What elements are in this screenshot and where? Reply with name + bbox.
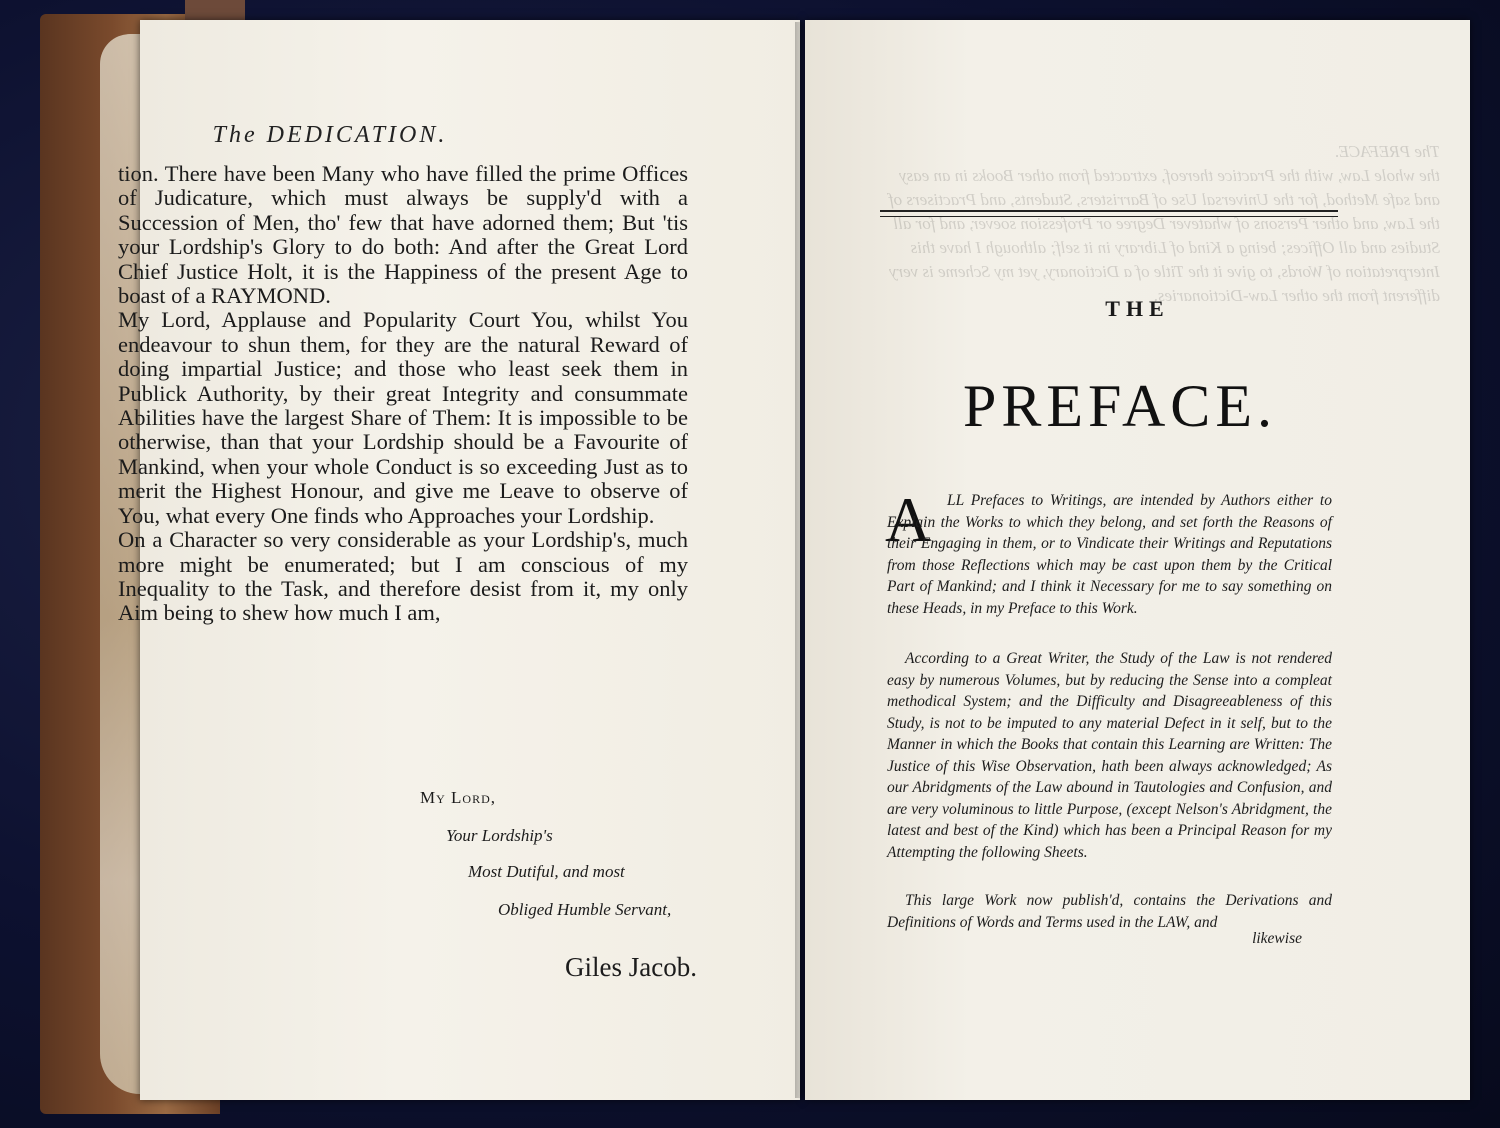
signature: Giles Jacob. [565, 952, 697, 982]
salutation: My Lord, [420, 788, 497, 807]
closing-line-1: Your Lordship's [446, 826, 553, 845]
preface-paragraph-2: According to a Great Writer, the Study of the Law is not rendered easy by numerous Volumes, but by reducing the Sense into a compleat methodical System; and the Difficulty and Disagreeableness of this Study, is not to be imputed to any material Defect in it self, but to the Manner in which the Books that contain this Learning are Written: The Justice of this Wise Observation, hath been always acknowledged; As our Abridgments of the Law abound in Tautologies and Confusion, and are very voluminous to little Purpose, (except Nelson's Abridgment, the latest and best of the Kind) which has been a Principal Reason for my Attempting the following Sheets. [887, 650, 1332, 861]
preface-title: PREFACE. [963, 373, 1277, 439]
top-rule-thin [880, 216, 1338, 217]
book-gutter [795, 22, 811, 1098]
dedication-text: tion. There have been Many who have filled the prime Offices of Judicature, which must always be supply'd with a Succession of Men, tho' few that have adorned them; But 'tis your Lordship's Glory to do both: And after the Great Lord Chief Justice Holt, it is the Happiness of the present Age to boast of a RAYMOND. My Lord, Applause and Popularity Court You, whilst You endeavour to shun them, for they are the natural Reward of doing impartial Justice; and those who least seek them in Publick Authority, by their great Integrity and consummate Abilities have the largest Share of Them: It is impossible to be otherwise, than that your Lordship should be a Favourite of Mankind, when your whole Conduct is so exceeding Just as to merit the Highest Honour, and give me Leave to observe of You, what every One finds who Approaches your Lordship. On a Character so very considerable as your Lordship's, much more might be enumerated; but I am conscious of my Inequality to the Task, and therefore desist from it, my only Aim being to shew how much I am, [118, 161, 688, 626]
preface-paragraph-1: LL Prefaces to Writings, are intended by Authors either to Explain the Works to which they belong, and set forth the Reasons of their Engaging in them, or to Vindicate their Writings and Reputations from those Reflections which may be cast upon them by the Critical Part of Mankind; and I think it Necessary for me to say something on these Heads, in my Preface to this Work. [887, 492, 1332, 617]
bleed-through-text: The PREFACE. the whole Law, with the Practice thereof, extracted from other Books in an easy and safe Method, for the Universal Use of Barristers, Students, and Practisers of the Law, and other Persons of whatever Degree or Profession soever, and for all Studies and all Offices; being a Kind of Library in it self; although I have this Interpretation of Words, to give it the Title of a Dictionary, yet my Scheme is very different from the other Law-Dictionaries, [888, 142, 1440, 305]
preface-paragraph-3: This large Work now publish'd, contains the Derivations and Definitions of Words and Terms used in the LAW, and [887, 892, 1332, 931]
running-head: The DEDICATION. [212, 122, 448, 148]
preface-the: THE [1105, 296, 1170, 321]
closing-line-3: Obliged Humble Servant, [498, 900, 672, 919]
closing-line-2: Most Dutiful, and most [468, 862, 625, 881]
top-rule [880, 210, 1338, 212]
drop-cap: A [885, 484, 932, 555]
catchword: likewise [1252, 930, 1302, 947]
